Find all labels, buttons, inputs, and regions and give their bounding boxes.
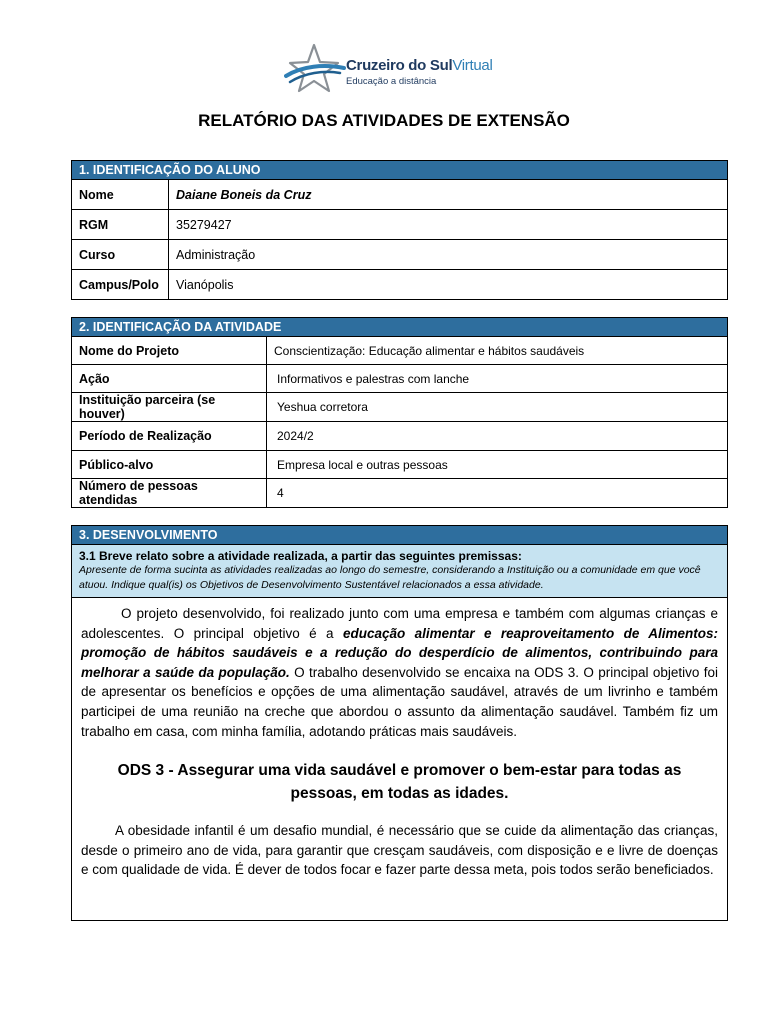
label-acao: Ação (72, 365, 267, 393)
p1-highlight: educação alimentar e reaproveitamento de Alimentos: promoção de hábitos saudáveis e a redução do desperdício de alimentos, contribuindo para melhorar a saúde da população. (81, 625, 718, 680)
value-pessoas: 4 (267, 479, 728, 508)
label-pessoas: Número de pessoas atendidas (72, 479, 267, 508)
label-rgm: RGM (72, 210, 169, 240)
document-title: RELATÓRIO DAS ATIVIDADES DE EXTENSÃO (198, 111, 570, 130)
premise-description: Apresente de forma sucinta as atividades realizadas ao longo do semestre, considerando a Instituição ou a comunidade em que você atuou. Indique qual(is) os Objetivos de Desenvolvimento Sustentável relacionados a essa atividade. (79, 564, 701, 591)
report-body (72, 598, 728, 921)
section3-header: 3. DESENVOLVIMENTO (72, 526, 728, 545)
development-table (71, 525, 728, 921)
section1-header: 1. IDENTIFICAÇÃO DO ALUNO (72, 161, 728, 180)
ods-title: ODS 3 - Assegurar uma vida saudável e promover o bem-estar para todas as pessoas, em todas as idades. (117, 762, 682, 803)
logo-tagline: Educação a distância (346, 76, 437, 87)
value-campus: Vianópolis (169, 270, 728, 300)
p1-rest: O trabalho desenvolvido se encaixa na ODS 3. O principal objetivo foi de apresentar os benefícios e opções de uma alimentação saudável, através de um livrinho e também participei de uma reunião na creche que abordou o assunto da alimentação saudável. Também fiz um trabalho em casa, com minha família, adotando práticas mais saudáveis. (81, 664, 718, 739)
label-publico: Público-alvo (72, 451, 267, 479)
value-rgm: 35279427 (169, 210, 728, 240)
value-projeto: Conscientização: Educação alimentar e hábitos saudáveis (267, 337, 728, 365)
logo-brand-dark: Cruzeiro do Sul (346, 57, 453, 74)
activity-identification-table (71, 317, 728, 508)
premise-box (72, 545, 728, 598)
label-nome: Nome (72, 180, 169, 210)
value-publico: Empresa local e outras pessoas (267, 451, 728, 479)
star-logo-icon (284, 42, 346, 94)
value-curso: Administração (169, 240, 728, 270)
report-paragraph-2: A obesidade infantil é um desafio mundial, é necessário que se cuide da alimentação das crianças, desde o primeiro ano de vida, para garantir que cresçam saudáveis, com disposição e e livre de doenças e com qualidade de vida. É dever de todos focar e fazer parte dessa meta, pois todos serão beneficiados. (81, 823, 718, 878)
value-periodo: 2024/2 (267, 422, 728, 451)
logo-brand (346, 57, 493, 74)
label-periodo: Período de Realização (72, 422, 267, 451)
value-acao: Informativos e palestras com lanche (267, 365, 728, 393)
student-identification-table (71, 160, 728, 300)
label-curso: Curso (72, 240, 169, 270)
institution-logo (284, 42, 494, 94)
report-paragraph-1 (81, 604, 718, 741)
label-instituicao: Instituição parceira (se houver) (72, 393, 267, 422)
value-nome: Daiane Boneis da Cruz (169, 180, 728, 210)
p1-intro: O projeto desenvolvido, foi realizado junto com uma empresa e também com algumas crianças e adolescentes. O principal objetivo é a (81, 606, 718, 641)
section2-header: 2. IDENTIFICAÇÃO DA ATIVIDADE (72, 318, 728, 337)
label-campus: Campus/Polo (72, 270, 169, 300)
label-projeto: Nome do Projeto (72, 337, 267, 365)
premise-title: 3.1 Breve relato sobre a atividade realizada, a partir das seguintes premissas: (79, 549, 522, 563)
value-instituicao: Yeshua corretora (267, 393, 728, 422)
logo-brand-light: Virtual (452, 57, 493, 74)
